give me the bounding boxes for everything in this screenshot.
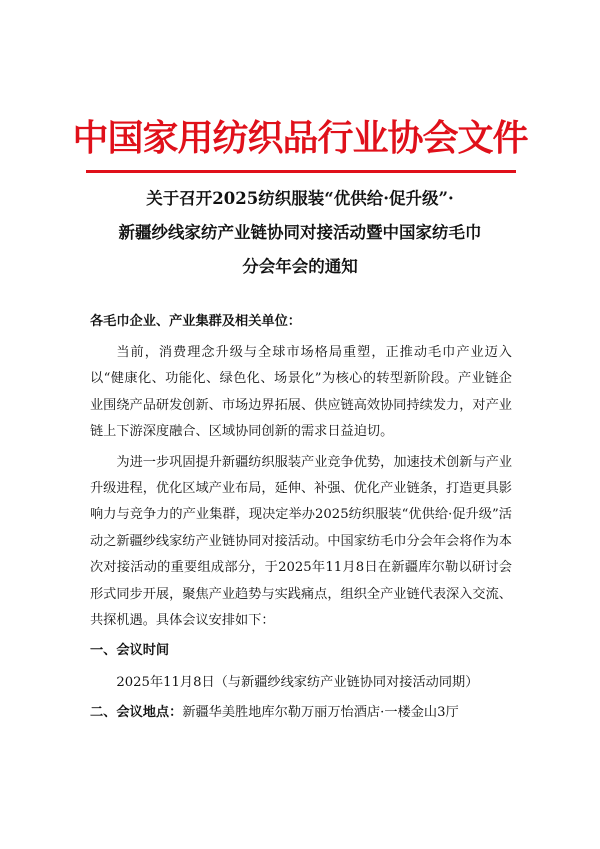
section-location-line xyxy=(90,700,512,726)
organization-header-title: 中国家用纺织品行业协会文件 xyxy=(72,117,528,159)
body-paragraph: 当前，消费理念升级与全球市场格局重塑，正推动毛巾产业迈入以“健康化、功能化、绿色化、场景化”为核心的转型新阶段。产业链企业围绕产品研发创新、市场边界拓展、供应链高效协同持续发力，对产业链上下游深度融合、区域协同创新的需求日益迫切。 xyxy=(90,345,512,440)
addressee-line: 各毛巾企业、产业集群及相关单位： xyxy=(90,314,301,329)
meeting-location-text: 新疆华美胜地库尔勒万丽万怡酒店·一楼金山3厅 xyxy=(182,705,459,721)
meeting-time-text: 2025年11月8日（与新疆纱线家纺产业链协同对接活动同期） xyxy=(116,675,479,691)
section-heading-time: 一、会议时间 xyxy=(90,643,170,659)
section-heading-location: 二、会议地点： xyxy=(90,705,183,721)
document-body xyxy=(90,310,512,732)
document-title xyxy=(60,182,540,284)
red-divider-line xyxy=(86,170,516,173)
document-title-line: 关于召开2025纺织服装“优供给·促升级”· xyxy=(146,189,454,208)
document-title-line: 分会年会的通知 xyxy=(242,257,358,276)
document-title-line: 新疆纱线家纺产业链协同对接活动暨中国家纺毛巾 xyxy=(118,223,482,242)
body-paragraph: 为进一步巩固提升新疆纺织服装产业竞争优势，加速技术创新与产业升级进程，优化区域产业布局，延伸、补强、优化产业链条，打造更具影响力与竞争力的产业集群，现决定举办2025纺织服装“优供给·促升级”活动之新疆纱线家纺产业链协同对接活动。中国家纺毛巾分会年会将作为本次对接活动的重要组成部分，于2025年11月8日在新疆库尔勒以研讨会形式同步开展，聚焦产业趋势与实践痛点，组织全产业链代表深入交流、共探机遇。具体会议安排如下： xyxy=(90,454,513,629)
